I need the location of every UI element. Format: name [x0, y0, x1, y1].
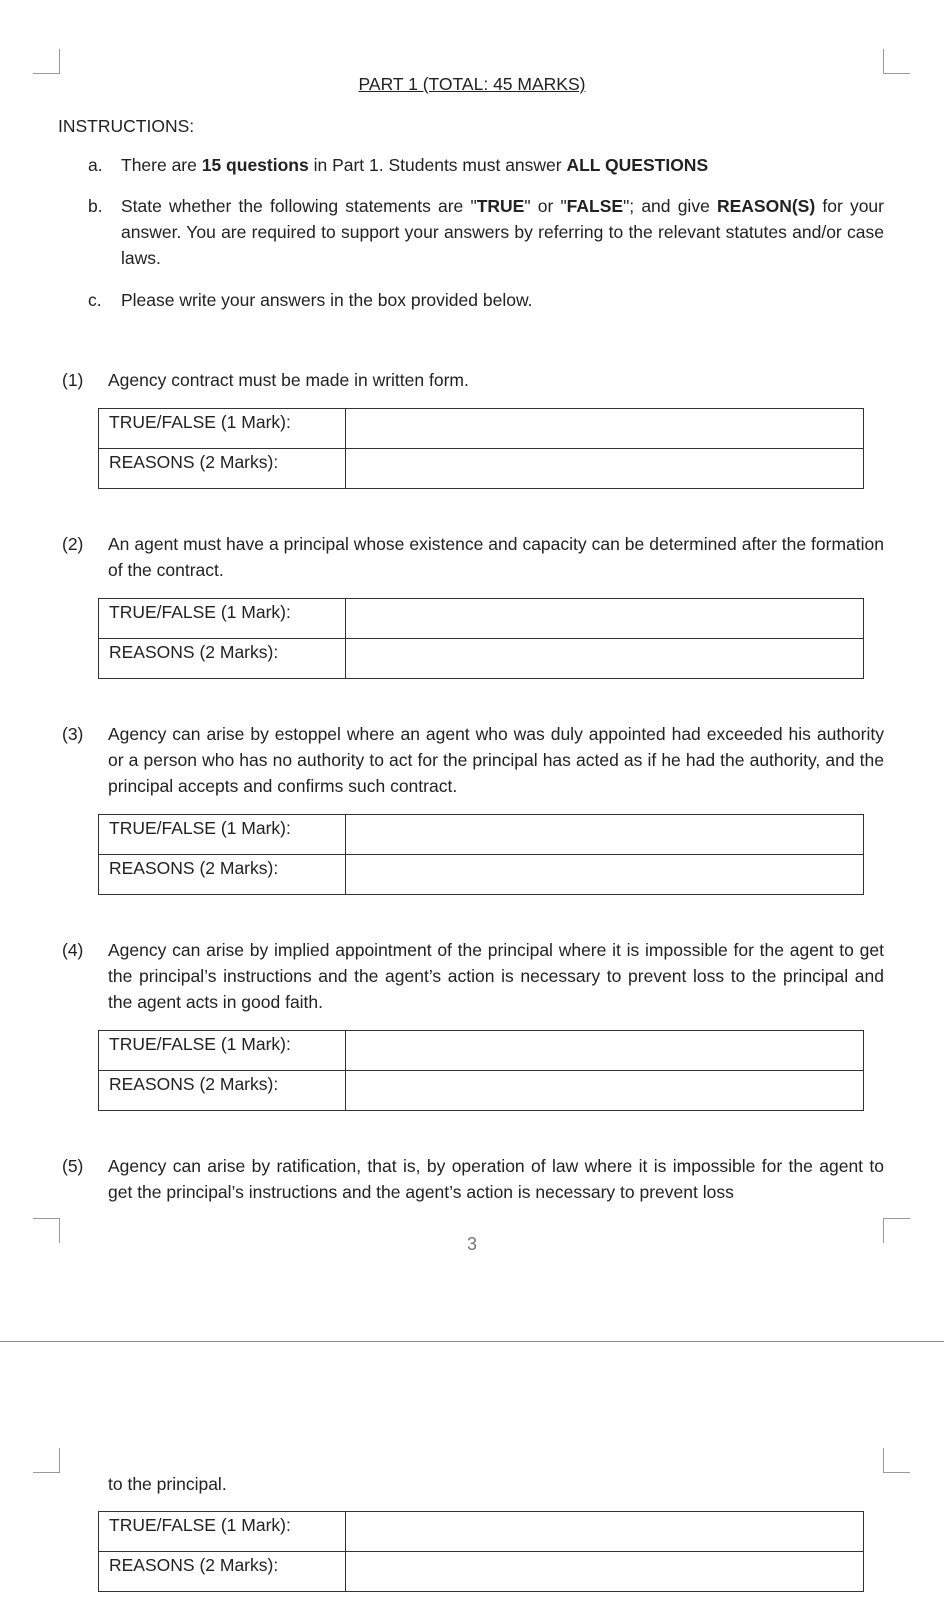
reasons-answer-box[interactable]	[346, 1071, 864, 1111]
instructions-heading: INSTRUCTIONS:	[58, 116, 195, 136]
tf-answer-box[interactable]	[346, 1031, 864, 1071]
instruction-a: a. There are 15 questions in Part 1. Students must answer ALL QUESTIONS	[88, 155, 709, 175]
answer-table-3	[98, 814, 864, 895]
answer-table-4	[98, 1030, 864, 1111]
page-corner-mark	[883, 1448, 910, 1473]
tf-answer-box[interactable]	[346, 815, 864, 855]
page-title: PART 1 (TOTAL: 45 MARKS)	[358, 74, 586, 94]
tf-label: TRUE/FALSE (1 Mark):	[99, 1512, 346, 1552]
reasons-answer-box[interactable]	[346, 1552, 864, 1592]
question-4: (4) Agency can arise by implied appointment of the principal where it is impossible for the agent to get the principal’s instructions and the agent’s action is necessary to prevent loss to the principal and the agent acts in good faith.	[62, 940, 884, 1012]
tf-label: TRUE/FALSE (1 Mark):	[99, 815, 346, 855]
question-5: (5) Agency can arise by ratification, that is, by operation of law where it is impossible for the agent to get the principal’s instructions and the agent’s action is necessary to prevent loss	[62, 1156, 884, 1202]
tf-label: TRUE/FALSE (1 Mark):	[99, 409, 346, 449]
tf-answer-box[interactable]	[346, 599, 864, 639]
page-number: 3	[466, 1234, 477, 1254]
answer-table-2	[98, 598, 864, 679]
reasons-label: REASONS (2 Marks):	[99, 449, 346, 489]
answer-table-5	[98, 1511, 864, 1592]
tf-answer-box[interactable]	[346, 409, 864, 449]
instruction-c: c. Please write your answers in the box provided below.	[88, 290, 533, 310]
reasons-answer-box[interactable]	[346, 449, 864, 489]
reasons-label: REASONS (2 Marks):	[99, 1071, 346, 1111]
page-corner-mark	[883, 49, 910, 74]
question-3: (3) Agency can arise by estoppel where an agent who was duly appointed had exceeded his authority or a person who has no authority to act for the principal has acted as if he had the authority, and the principal accepts and confirms such contract.	[62, 724, 884, 796]
tf-label: TRUE/FALSE (1 Mark):	[99, 1031, 346, 1071]
answer-table-1	[98, 408, 864, 489]
question-2: (2) An agent must have a principal whose existence and capacity can be determined after the formation of the contract.	[62, 534, 884, 580]
tf-answer-box[interactable]	[346, 1512, 864, 1552]
reasons-answer-box[interactable]	[346, 855, 864, 895]
question-1: (1) Agency contract must be made in written form.	[62, 370, 469, 390]
reasons-label: REASONS (2 Marks):	[99, 639, 346, 679]
reasons-label: REASONS (2 Marks):	[99, 1552, 346, 1592]
reasons-label: REASONS (2 Marks):	[99, 855, 346, 895]
page-separator	[0, 1341, 944, 1342]
page-corner-mark	[33, 49, 60, 74]
instruction-b: b. State whether the following statements are "TRUE" or "FALSE"; and give REASON(S) for your answer. You are required to support your answers by referring to the relevant statutes and/or case laws.	[88, 196, 884, 268]
page-corner-mark	[33, 1448, 60, 1473]
tf-label: TRUE/FALSE (1 Mark):	[99, 599, 346, 639]
reasons-answer-box[interactable]	[346, 639, 864, 679]
question-5-continued: to the principal.	[108, 1474, 227, 1494]
